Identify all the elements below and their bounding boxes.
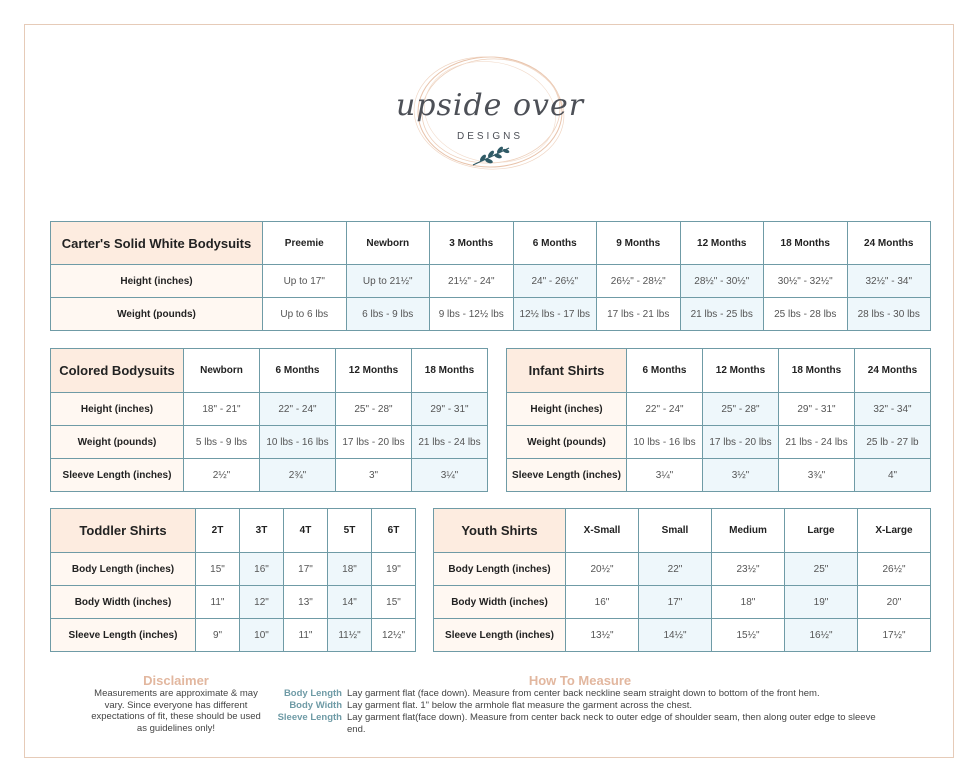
row-label: Sleeve Length (inches) [507, 459, 627, 492]
table-cell: 25" - 28" [336, 393, 412, 426]
table-cell: 26½" - 28½" [597, 265, 681, 298]
table-cell: 19" [785, 586, 858, 619]
brand-script: upside over [395, 88, 585, 123]
table-cell: 26½" [858, 553, 931, 586]
table-cell: 20" [858, 586, 931, 619]
table-cell: 17 lbs - 20 lbs [703, 426, 779, 459]
table-cell: 25" - 28" [703, 393, 779, 426]
toddler-size-table [50, 508, 416, 652]
table-cell: 25 lbs - 28 lbs [764, 298, 848, 331]
table-cell: 3" [336, 459, 412, 492]
youth-size-table [433, 508, 931, 652]
table-cell: 32½" - 34" [847, 265, 931, 298]
table-cell: 17" [639, 586, 712, 619]
table-cell: 11½" [328, 619, 372, 652]
table-cell: 17 lbs - 20 lbs [336, 426, 412, 459]
infant-title: Infant Shirts [507, 349, 627, 393]
table-cell: 28 lbs - 30 lbs [847, 298, 931, 331]
table-cell: 22" - 24" [260, 393, 336, 426]
table-cell: 16½" [785, 619, 858, 652]
row-label: Sleeve Length (inches) [51, 459, 184, 492]
table-cell: 25 lb - 27 lb [855, 426, 931, 459]
measure-text: Lay garment flat. 1" below the armhole flat measure the garment across the chest. [347, 700, 693, 711]
how-to-measure-title: How To Measure [528, 673, 632, 688]
table-cell: 10 lbs - 16 lbs [260, 426, 336, 459]
table-cell: 10" [240, 619, 284, 652]
row-label: Sleeve Length (inches) [51, 619, 196, 652]
row-label: Weight (pounds) [51, 298, 263, 331]
disclaimer-text: Measurements are approximate & may vary. Since everyone has different expectations of fit, these should be used as guidelines only! [91, 688, 261, 734]
table-cell: 12½ lbs - 17 lbs [513, 298, 597, 331]
toddler-title: Toddler Shirts [51, 509, 196, 553]
youth-title: Youth Shirts [434, 509, 566, 553]
table-cell: 9 lbs - 12½ lbs [430, 298, 514, 331]
table-cell: 11" [196, 586, 240, 619]
table-cell: Up to 6 lbs [263, 298, 347, 331]
infant-size: 12 Months [703, 349, 779, 393]
brand-sub: DESIGNS [456, 131, 523, 142]
table-cell: 13½" [566, 619, 639, 652]
youth-size: Large [785, 509, 858, 553]
toddler-size: 6T [372, 509, 416, 553]
carters-title: Carter's Solid White Bodysuits [51, 222, 263, 265]
table-cell: 21 lbs - 25 lbs [680, 298, 764, 331]
row-label: Weight (pounds) [51, 426, 184, 459]
youth-size: Medium [712, 509, 785, 553]
colored-size: 6 Months [260, 349, 336, 393]
table-cell: 17½" [858, 619, 931, 652]
table-cell: 25" [785, 553, 858, 586]
table-cell: 28½" - 30½" [680, 265, 764, 298]
carters-size-table [50, 221, 931, 331]
table-cell: 3½" [703, 459, 779, 492]
row-label: Body Width (inches) [434, 586, 566, 619]
table-cell: 17" [284, 553, 328, 586]
toddler-size: 4T [284, 509, 328, 553]
row-label: Sleeve Length (inches) [434, 619, 566, 652]
colored-size: Newborn [184, 349, 260, 393]
colored-size: 12 Months [336, 349, 412, 393]
table-row [51, 619, 416, 652]
table-cell: 14" [328, 586, 372, 619]
measure-text: Lay garment flat (face down). Measure from center back neckline seam straight down to bottom of the front hem. [347, 688, 820, 699]
table-row [507, 393, 931, 426]
colored-title: Colored Bodysuits [51, 349, 184, 393]
table-cell: 29" - 31" [779, 393, 855, 426]
table-cell: 29" - 31" [412, 393, 488, 426]
infant-size-table [506, 348, 931, 492]
table-cell: 21½" - 24" [430, 265, 514, 298]
table-cell: 18" [712, 586, 785, 619]
carters-size: 18 Months [764, 222, 848, 265]
table-row [507, 426, 931, 459]
table-cell: 11" [284, 619, 328, 652]
table-cell: 3¾" [779, 459, 855, 492]
measure-label: Body Length [283, 688, 342, 699]
measure-label: Sleeve Length [277, 712, 342, 723]
youth-size: X-Small [566, 509, 639, 553]
table-cell: Up to 17" [263, 265, 347, 298]
carters-size: 3 Months [430, 222, 514, 265]
brand-logo [395, 50, 585, 180]
leaf-sprig-icon [471, 145, 511, 167]
infant-size: 6 Months [627, 349, 703, 393]
youth-size: Small [639, 509, 712, 553]
table-cell: 19" [372, 553, 416, 586]
table-row [434, 619, 931, 652]
table-cell: 21 lbs - 24 lbs [779, 426, 855, 459]
toddler-size: 2T [196, 509, 240, 553]
table-row [507, 459, 931, 492]
carters-size: Preemie [263, 222, 347, 265]
table-cell: 22" [639, 553, 712, 586]
colored-size-table [50, 348, 488, 492]
row-label: Body Length (inches) [51, 553, 196, 586]
table-cell: 6 lbs - 9 lbs [346, 298, 430, 331]
table-row [51, 586, 416, 619]
row-label: Weight (pounds) [507, 426, 627, 459]
colored-size: 18 Months [412, 349, 488, 393]
table-cell: 10 lbs - 16 lbs [627, 426, 703, 459]
table-cell: 14½" [639, 619, 712, 652]
carters-size: 6 Months [513, 222, 597, 265]
row-label: Height (inches) [507, 393, 627, 426]
table-cell: 15" [196, 553, 240, 586]
measure-label: Body Width [289, 700, 342, 711]
table-row [51, 426, 488, 459]
table-row [51, 298, 931, 331]
toddler-size: 5T [328, 509, 372, 553]
row-label: Height (inches) [51, 265, 263, 298]
table-cell: 18" - 21" [184, 393, 260, 426]
table-cell: 16" [566, 586, 639, 619]
table-row [51, 553, 416, 586]
table-cell: 22" - 24" [627, 393, 703, 426]
row-label: Height (inches) [51, 393, 184, 426]
table-row [434, 553, 931, 586]
table-cell: 12½" [372, 619, 416, 652]
table-cell: 13" [284, 586, 328, 619]
infant-size: 24 Months [855, 349, 931, 393]
carters-size: Newborn [346, 222, 430, 265]
table-row [434, 586, 931, 619]
carters-size: 24 Months [847, 222, 931, 265]
table-cell: 4" [855, 459, 931, 492]
table-cell: 24" - 26½" [513, 265, 597, 298]
table-cell: 32" - 34" [855, 393, 931, 426]
table-cell: 16" [240, 553, 284, 586]
infant-size: 18 Months [779, 349, 855, 393]
table-cell: 21 lbs - 24 lbs [412, 426, 488, 459]
disclaimer-title: Disclaimer [143, 673, 209, 688]
table-cell: 2¾" [260, 459, 336, 492]
row-label: Body Length (inches) [434, 553, 566, 586]
measure-text: Lay garment flat(face down). Measure from center back neck to outer edge of shoulder seam, then along outer edge to sleeve end. [347, 712, 876, 735]
table-cell: 9" [196, 619, 240, 652]
table-row [51, 459, 488, 492]
toddler-size: 3T [240, 509, 284, 553]
table-cell: 12" [240, 586, 284, 619]
table-cell: 3¼" [627, 459, 703, 492]
table-cell: 15" [372, 586, 416, 619]
row-label: Body Width (inches) [51, 586, 196, 619]
table-cell: 2½" [184, 459, 260, 492]
carters-size: 12 Months [680, 222, 764, 265]
table-cell: 15½" [712, 619, 785, 652]
youth-size: X-Large [858, 509, 931, 553]
table-cell: 17 lbs - 21 lbs [597, 298, 681, 331]
carters-size: 9 Months [597, 222, 681, 265]
table-cell: 20½" [566, 553, 639, 586]
table-row [51, 265, 931, 298]
table-cell: 23½" [712, 553, 785, 586]
table-cell: 18" [328, 553, 372, 586]
table-cell: 3¼" [412, 459, 488, 492]
table-cell: Up to 21½" [346, 265, 430, 298]
table-row [51, 393, 488, 426]
table-cell: 30½" - 32½" [764, 265, 848, 298]
table-cell: 5 lbs - 9 lbs [184, 426, 260, 459]
